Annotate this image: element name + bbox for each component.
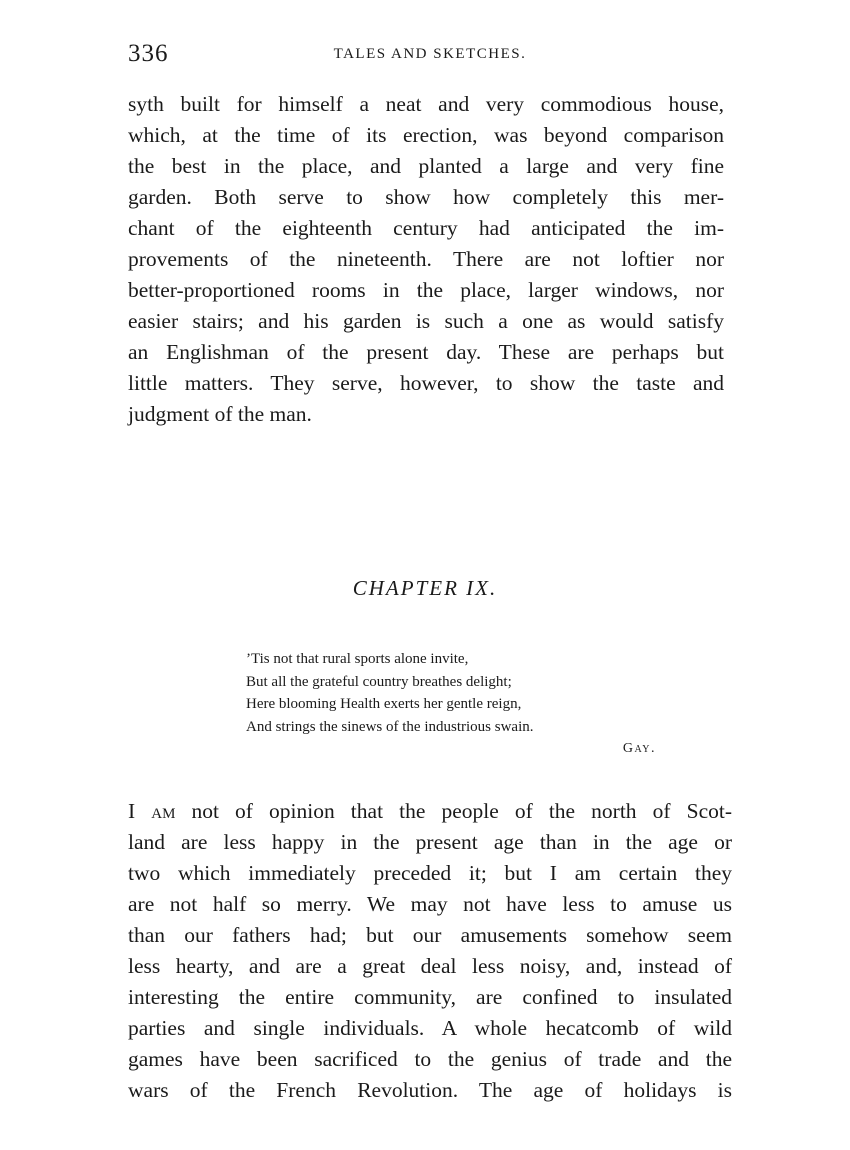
text-line: less hearty, and are a great deal less noisy, and, instead of bbox=[128, 954, 732, 978]
text-line: an Englishman of the present day. These are perhaps but bbox=[128, 340, 724, 364]
text-line: wars of the French Revolution. The age of holidays is bbox=[128, 1078, 732, 1102]
opening-word: I bbox=[128, 799, 136, 823]
epigraph-author: Gay. bbox=[622, 741, 656, 756]
text-line: garden. Both serve to show how completely this mer- bbox=[128, 185, 724, 209]
text-line: interesting the entire community, are confined to insulated bbox=[128, 985, 732, 1009]
text-line: provements of the nineteenth. There are not loftier nor bbox=[128, 247, 724, 271]
text-line: syth built for himself a neat and very commodious house, bbox=[128, 92, 724, 116]
continued-paragraph bbox=[128, 89, 724, 430]
text-line: easier stairs; and his garden is such a one as would satisfy bbox=[128, 309, 724, 333]
text-line: judgment of the man. bbox=[128, 402, 312, 426]
page-number: 336 bbox=[128, 40, 169, 67]
text-line: than our fathers had; but our amusements somehow seem bbox=[128, 923, 732, 947]
epigraph-line: ’Tis not that rural sports alone invite, bbox=[246, 651, 469, 667]
epigraph-line: But all the grateful country breathes delight; bbox=[246, 673, 512, 690]
epigraph-line: And strings the sinews of the industrious swain. bbox=[246, 718, 534, 735]
first-line-rest: not of opinion that the people of the north of Scot- bbox=[175, 799, 732, 823]
epigraph bbox=[246, 648, 658, 761]
chapter-paragraph bbox=[128, 796, 732, 1106]
text-line: parties and single individuals. A whole hecatcomb of wild bbox=[128, 1016, 732, 1040]
text-line-first bbox=[128, 796, 732, 827]
text-line: games have been sacrificed to the genius of trade and the bbox=[128, 1047, 732, 1071]
running-head: TALES AND SKETCHES. bbox=[333, 46, 527, 62]
text-line: little matters. They serve, however, to show the taste and bbox=[128, 371, 724, 395]
epigraph-line: Here blooming Health exerts her gentle reign, bbox=[246, 696, 522, 712]
text-line: are not half so merry. We may not have less to amuse us bbox=[128, 892, 732, 916]
text-line: better-proportioned rooms in the place, larger windows, nor bbox=[128, 278, 724, 302]
text-line: the best in the place, and planted a large and very fine bbox=[128, 154, 724, 178]
text-line: which, at the time of its erection, was beyond comparison bbox=[128, 123, 724, 147]
text-line: land are less happy in the present age than in the age or bbox=[128, 830, 732, 854]
text-line: chant of the eighteenth century had anticipated the im- bbox=[128, 216, 724, 240]
chapter-heading: CHAPTER IX. bbox=[352, 576, 498, 600]
page-header bbox=[128, 40, 732, 76]
opening-smallcaps: am bbox=[151, 799, 176, 823]
text-line: two which immediately preceded it; but I am certain they bbox=[128, 861, 732, 885]
